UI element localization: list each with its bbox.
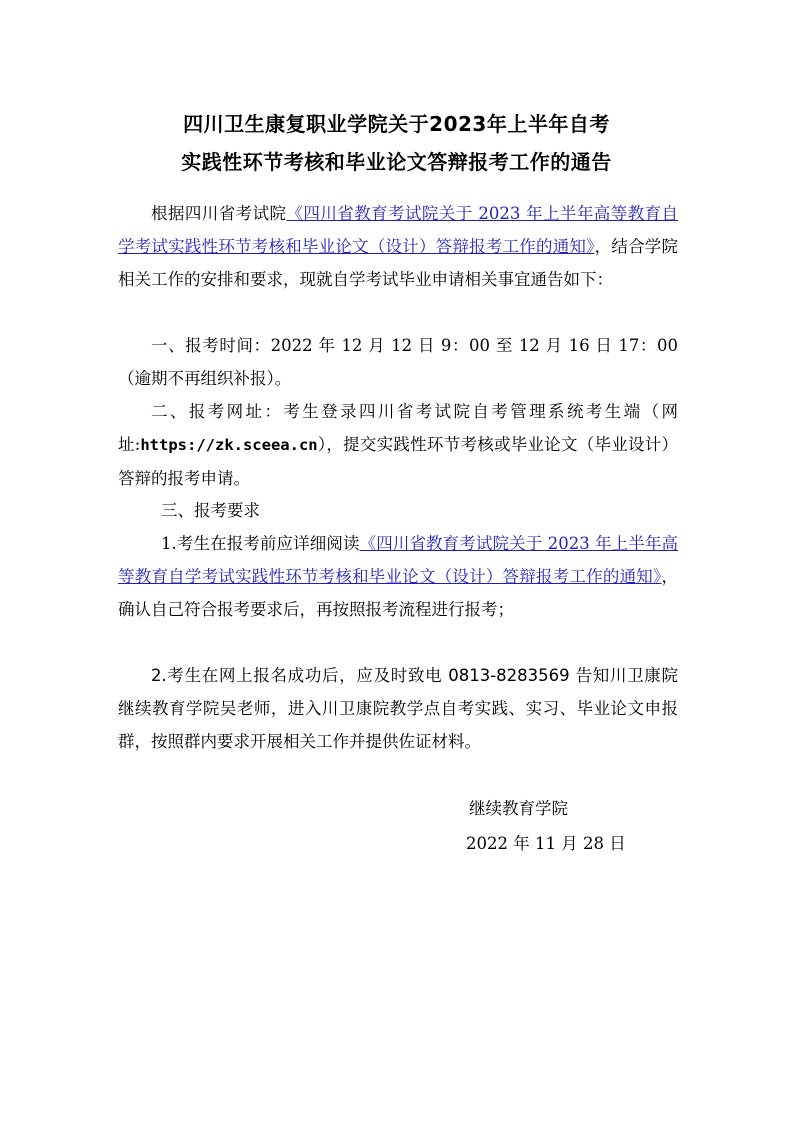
item1-suffix: ，确认自己符合报考要求后，再按照报考流程进行报考； (118, 567, 678, 619)
intro-suffix: ，结合学院相关工作的安排和要求，现就自学考试毕业申请相关事宜通告如下： (118, 237, 679, 289)
section3-item1 (118, 527, 678, 626)
notice-link-2[interactable]: 《四川省教育考试院关于 2023 年上半年高等教育自学考试实践性环节考核和毕业论文（设计）答辩报考工作的通知》 (118, 534, 679, 586)
section3-item2: 2.考生在网上报名成功后，应及时致电 0813-8283569 告知川卫康院继续教育学院吴老师，进入川卫康院教学点自考实践、实习、毕业论文申报群，按照群内要求开展相关工作并提供佐证材料。 (118, 666, 678, 751)
document-title-line1: 四川卫生康复职业学院关于2023年上半年自考 (183, 112, 610, 136)
item1-prefix: 1.考生在报考前应详细阅读 (161, 534, 360, 553)
section2-prefix: 二、报考网址：考生登录四川省考试院自考管理系统考生端（网址: (118, 402, 678, 454)
signature-date: 2022 年 11 月 28 日 (466, 834, 626, 853)
intro-prefix: 根据四川省考试院 (151, 204, 287, 223)
signature-org: 继续教育学院 (469, 799, 568, 818)
section2-paragraph (118, 395, 678, 495)
notice-link[interactable]: 《四川省教育考试院关于 2023 年上半年高等教育自学考试实践性环节考核和毕业论文（设计）答辩报考工作的通知》 (118, 204, 678, 256)
section2-suffix: ），提交实践性环节考核或毕业论文（毕业设计）答辩的报考申请。 (118, 435, 679, 488)
section1-paragraph: 一、报考时间：2022 年 12 月 12 日 9：00 至 12 月 16 日 17：00（逾期不再组织补报）。 (118, 336, 678, 388)
document-title-line2: 实践性环节考核和毕业论文答辩报考工作的通告 (181, 150, 612, 174)
exam-website-url[interactable]: https://zk.sceea.cn (140, 436, 318, 454)
intro-paragraph (118, 197, 678, 296)
section3-heading: 三、报考要求 (161, 501, 260, 520)
